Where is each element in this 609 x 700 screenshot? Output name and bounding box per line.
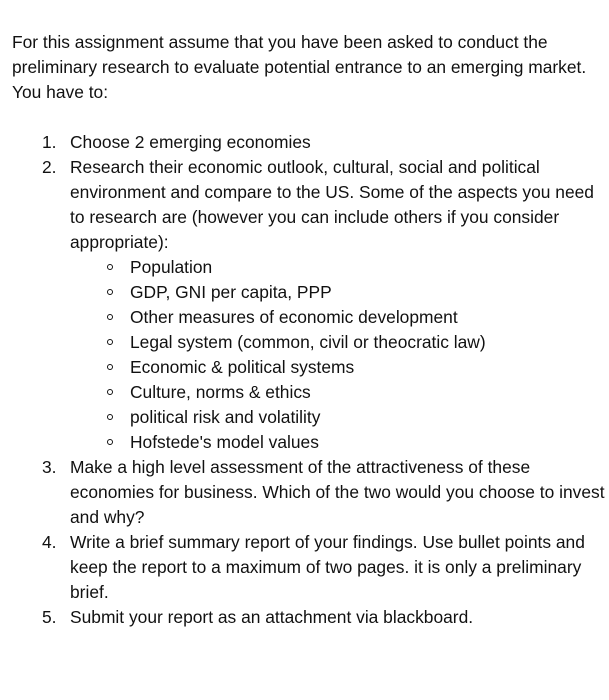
sublist-item [70,355,606,380]
task-number: 3. [42,457,57,477]
task-text: Submit your report as an attachment via blackboard. [70,607,474,627]
list-item [12,455,606,530]
sublist-item [70,430,606,455]
list-item [12,530,606,605]
sublist-item [70,405,606,430]
hollow-circle-bullet-icon [107,364,113,370]
assignment-document [12,30,606,630]
task-list [12,130,606,630]
sublist-item [70,255,606,280]
intro-paragraph: For this assignment assume that you have been asked to conduct the preliminary research to evaluate potential entrance to an emerging market. You have to: [12,32,587,102]
aspect-text: Other measures of economic development [130,307,458,327]
aspects-sublist [70,255,606,455]
aspect-text: Culture, norms & ethics [130,382,311,402]
task-text: Write a brief summary report of your findings. Use bullet points and keep the report to a maximum of two pages. it is only a preliminary brief. [70,532,585,602]
hollow-circle-bullet-icon [107,339,113,345]
aspect-text: Population [130,257,213,277]
sublist-item [70,380,606,405]
task-number: 5. [42,607,57,627]
hollow-circle-bullet-icon [107,264,113,270]
task-text: Research their economic outlook, cultural, social and political environment and compare to the US. Some of the aspects you need to research are (however you can include others if you consider appropriate): [70,157,594,252]
sublist-item [70,330,606,355]
hollow-circle-bullet-icon [107,439,113,445]
hollow-circle-bullet-icon [107,289,113,295]
task-text: Choose 2 emerging economies [70,132,311,152]
sublist-item [70,305,606,330]
sublist-item [70,280,606,305]
hollow-circle-bullet-icon [107,414,113,420]
aspect-text: Hofstede's model values [130,432,319,452]
aspect-text: Legal system (common, civil or theocratic law) [130,332,486,352]
aspect-text: GDP, GNI per capita, PPP [130,282,332,302]
aspect-text: political risk and volatility [130,407,321,427]
task-number: 2. [42,157,57,177]
task-text: Make a high level assessment of the attractiveness of these economies for business. Which of the two would you choose to invest and why? [70,457,605,527]
list-item [12,155,606,455]
list-item [12,130,606,155]
aspect-text: Economic & political systems [130,357,355,377]
task-number: 1. [42,132,57,152]
list-item [12,605,606,630]
hollow-circle-bullet-icon [107,314,113,320]
task-number: 4. [42,532,57,552]
hollow-circle-bullet-icon [107,389,113,395]
